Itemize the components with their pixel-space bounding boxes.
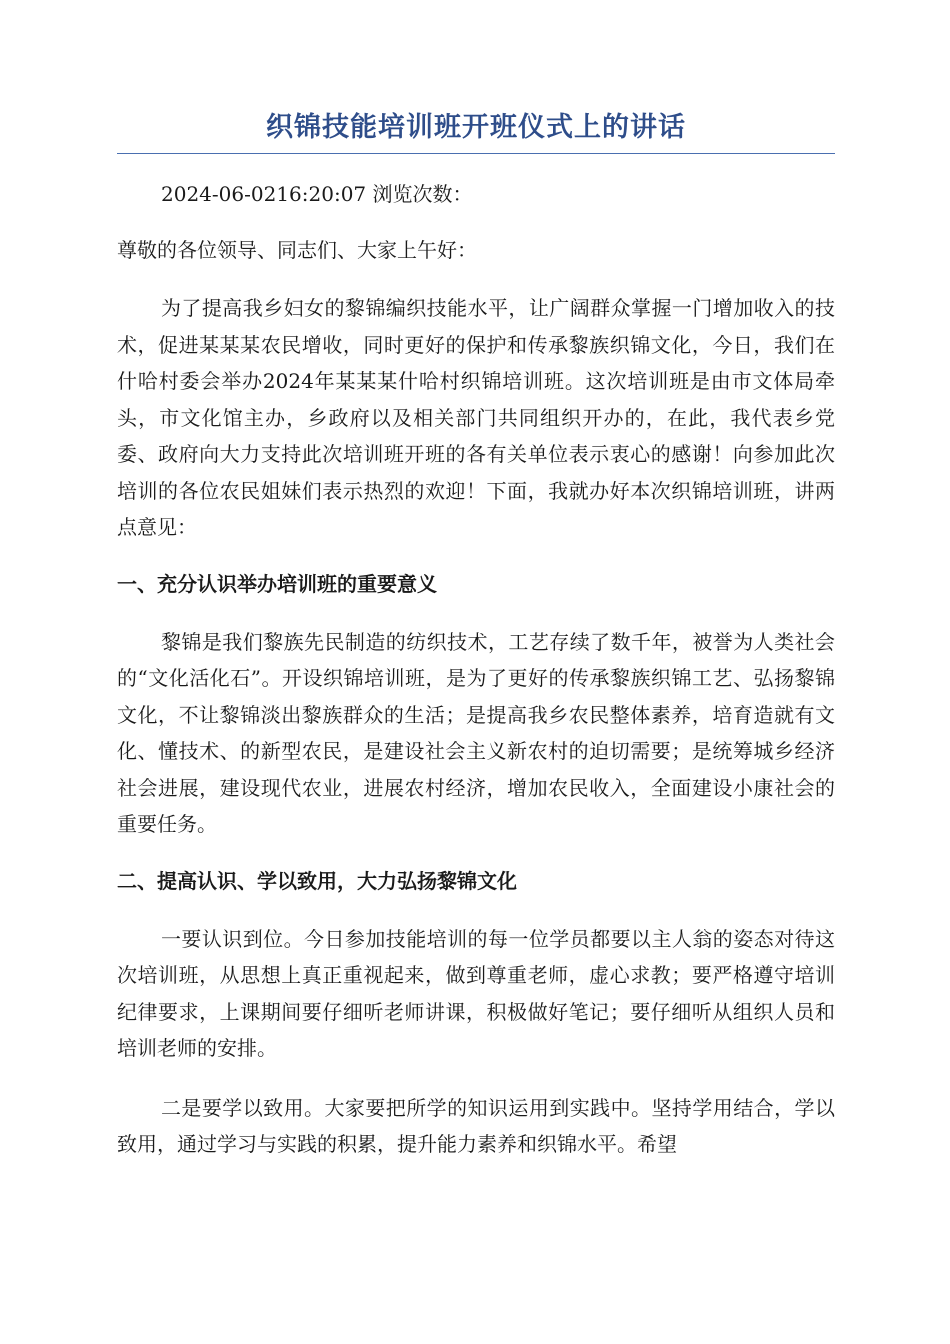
intro-paragraph: 为了提高我乡妇女的黎锦编织技能水平，让广阔群众掌握一门增加收入的技术，促进某某某农民增收，同时更好的保护和传承黎族织锦文化，今日，我们在什哈村委会举办2024年某某某什哈村织锦培训班。这次培训班是由市文体局牵头，市文化馆主办，乡政府以及相关部门共同组织开办的，在此，我代表乡党委、政府向大力支持此次培训班开班的各有关单位表示衷心的感谢！向参加此次培训的各位农民姐妹们表示热烈的欢迎！下面，我就办好本次织锦培训班，讲两点意见： — [117, 296, 835, 539]
publish-meta: 2024-06-0216:20:07 浏览次数： — [161, 182, 473, 206]
section-1-heading: 一、充分认识举办培训班的重要意义 — [117, 571, 437, 596]
section-2-heading: 二、提高认识、学以致用，大力弘扬黎锦文化 — [117, 868, 517, 893]
section-2-point-1: 一要认识到位。今日参加技能培训的每一位学员都要以主人翁的姿态对待这次培训班，从思想上真正重视起来，做到尊重老师，虚心求教；要严格遵守培训纪律要求，上课期间要仔细听老师讲课，积极做好笔记；要仔细听从组织人员和培训老师的安排。 — [117, 926, 835, 1060]
section-1-paragraph: 黎锦是我们黎族先民制造的纺织技术，工艺存续了数千年，被誉为人类社会的“文化活化石”。开设织锦培训班，是为了更好的传承黎族织锦工艺、弘扬黎锦文化，不让黎锦淡出黎族群众的生活；是提高我乡农民整体素养，培育造就有文化、懂技术、的新型农民，是建设社会主义新农村的迫切需要；是统筹城乡经济社会进展，建设现代农业，进展农村经济，增加农民收入，全面建设小康社会的重要任务。 — [117, 629, 835, 836]
section-2-point-2: 二是要学以致用。大家要把所学的知识运用到实践中。坚持学用结合，学以致用，通过学习与实践的积累，提升能力素养和织锦水平。希望 — [117, 1095, 835, 1156]
greeting: 尊敬的各位领导、同志们、大家上午好： — [117, 238, 477, 262]
document-page — [117, 108, 835, 1163]
document-title: 织锦技能培训班开班仪式上的讲话 — [117, 108, 835, 154]
